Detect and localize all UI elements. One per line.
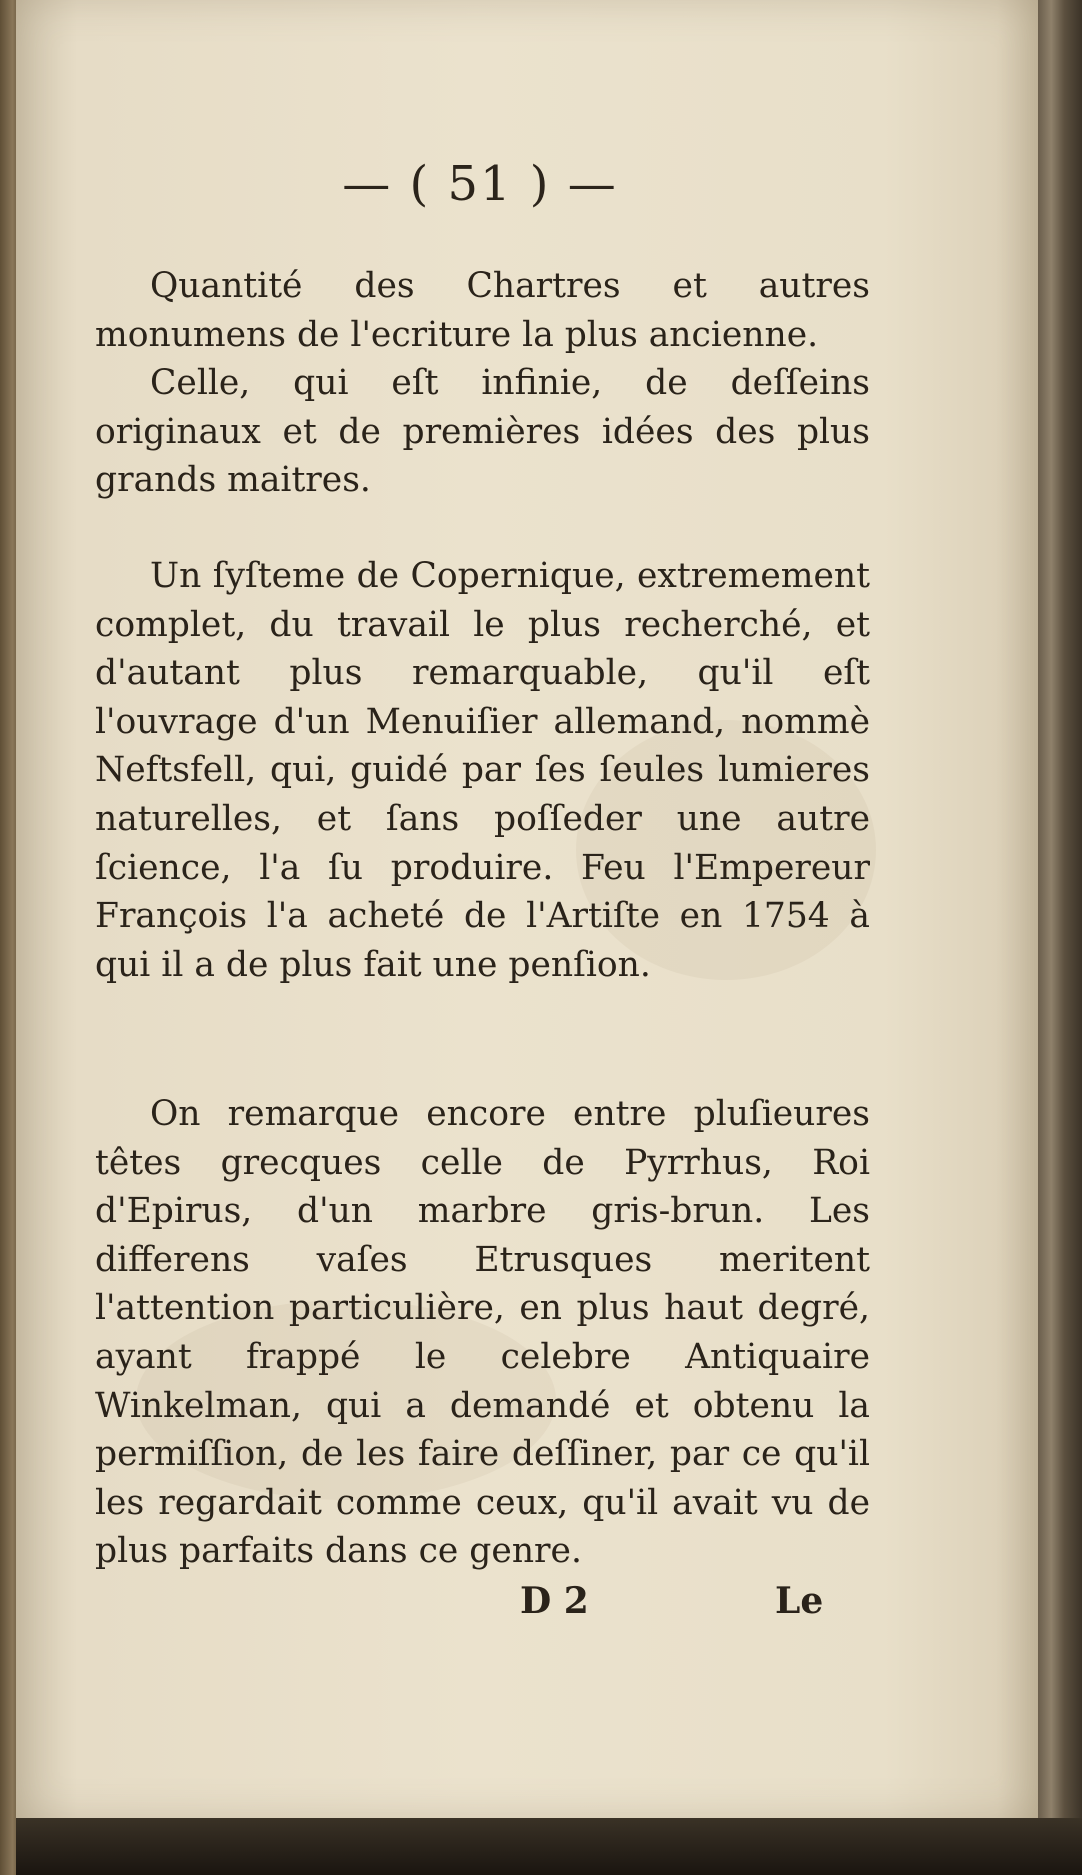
signature-mark: D 2 [520, 1580, 589, 1622]
text-block-antiques [95, 1090, 870, 1576]
paragraph-antiques: On remarque encore entre pluſieures têtes grecques celle de Pyrrhus, Roi d'Epirus, d'un marbre gris-brun. Les differens vaſes Etrusques meritent l'attention particulière, en plus haut degré, ayant frappé le celebre Antiquaire Winkelman, qui a demandé et obtenu la permiſſion, de les faire deſſiner, par ce qu'il les regardait comme ceux, qu'il avait vu de plus parfaits dans ce genre. [95, 1094, 870, 1572]
paragraph-copernic: Un ſyſteme de Copernique, extremement complet, du travail le plus recherché, et d'autant plus remarquable, qu'il eſt l'ouvrage d'un Menuiſier allemand, nommè Neftsfell, qui, guidé par ſes ſeules lumieres naturelles, et ſans poſſeder une autre ſcience, l'a ſu produire. Feu l'Empereur François l'a acheté de l'Artiſte en 1754 à qui il a de plus fait une penſion. [95, 556, 870, 985]
catchword: Le [775, 1580, 824, 1622]
text-block-copernic [95, 552, 870, 989]
bottom-shadow [16, 1818, 1082, 1875]
text-block-top [95, 262, 870, 505]
paragraph-desseins: Celle, qui eſt infinie, de deſſeins originaux et de premières idées des plus grands maitres. [95, 363, 870, 501]
paragraph-chartres: Quantité des Chartres et autres monumens de l'ecriture la plus ancienne. [95, 266, 870, 355]
page-number-header: — ( 51 ) — [342, 156, 618, 212]
page-stack-edge [1038, 0, 1082, 1850]
